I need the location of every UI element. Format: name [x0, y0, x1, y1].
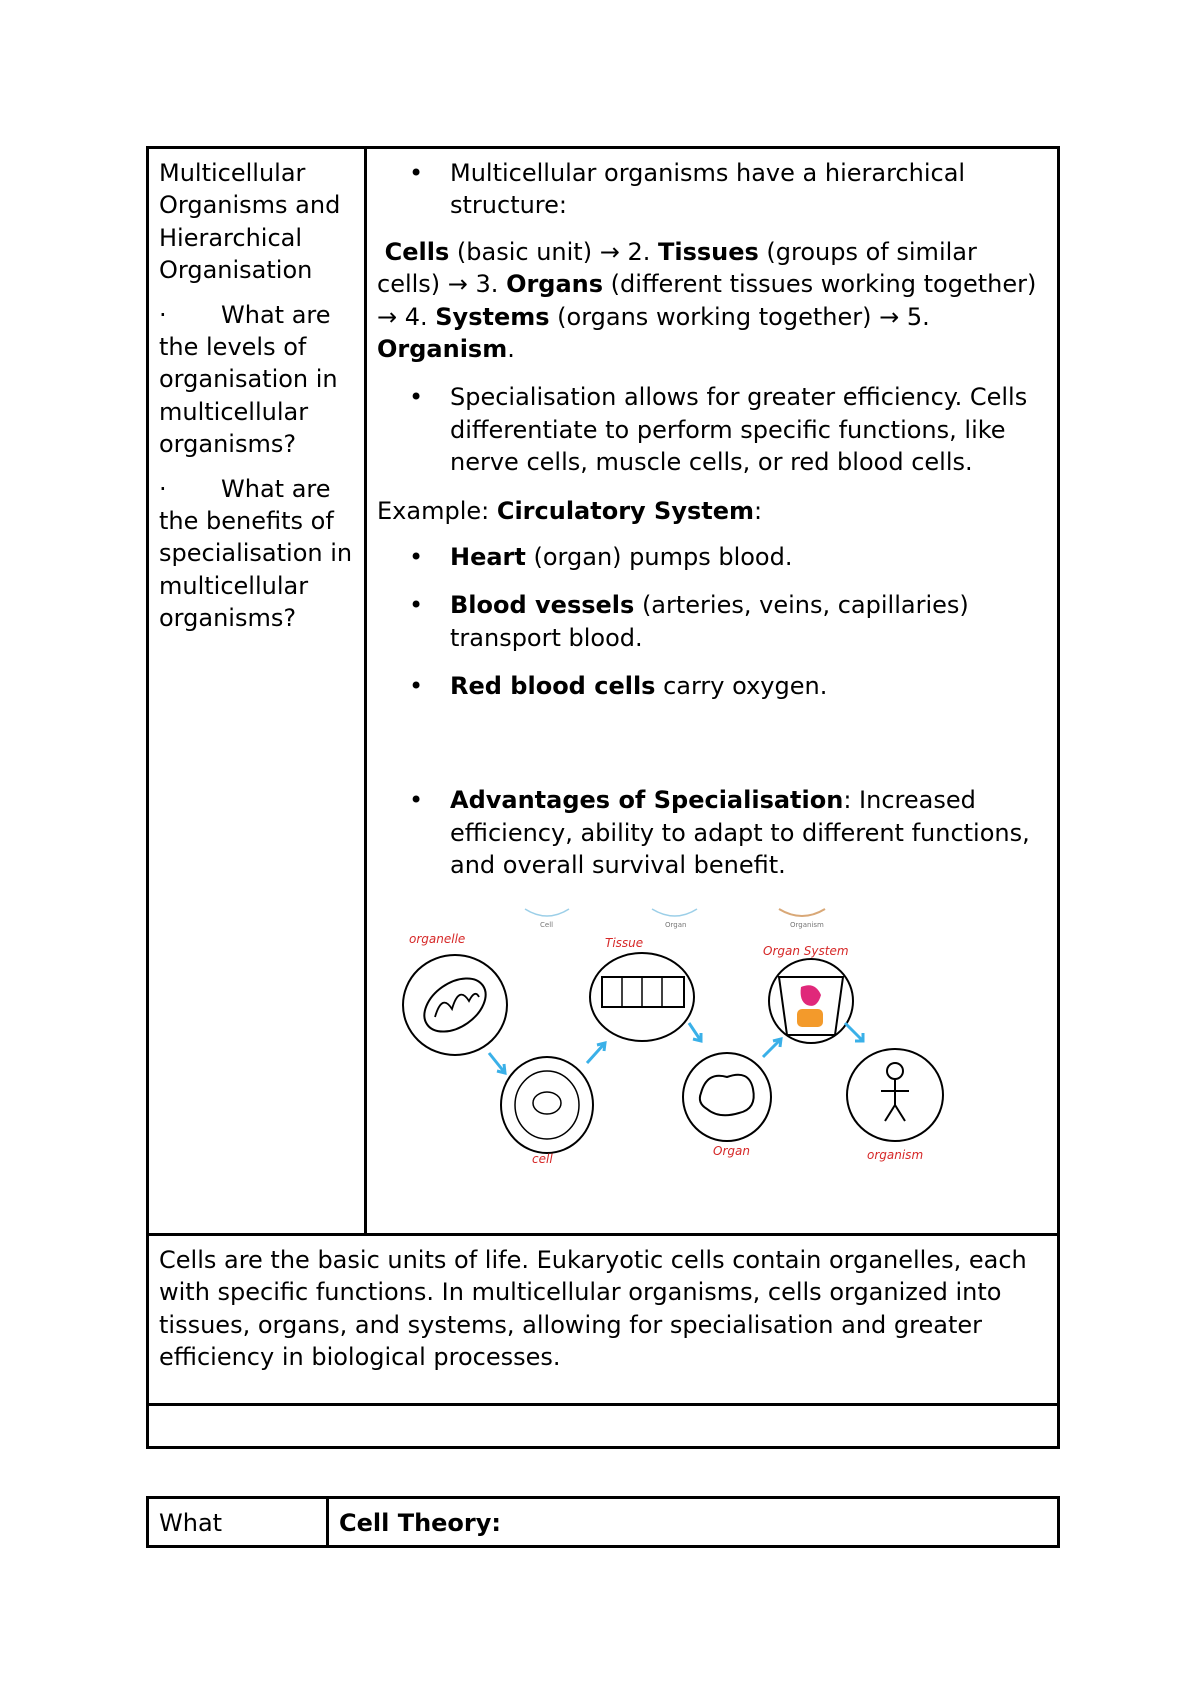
top-label-organ: Organ — [665, 921, 687, 929]
bullet-rbc — [377, 670, 1047, 702]
topic-heading: Multicellular Organisms and Hierarchical Organisation — [159, 159, 341, 285]
example-prefix: Example: — [377, 496, 497, 525]
summary-text: Cells are the basic units of life. Eukaryotic cells contain organelles, each with specific functions. In multicellular organisms, cells organized into tissues, organs, and systems, allowing for specialisation and greater efficiency in biological processes. — [159, 1246, 1027, 1372]
question-2 — [159, 473, 354, 635]
bullet-list-3 — [377, 541, 1047, 703]
levels-of-organisation — [377, 236, 1047, 366]
bullet-list-1 — [377, 157, 1047, 222]
stomach — [801, 985, 821, 1006]
label-cell: cell — [532, 1152, 553, 1165]
spacer — [377, 718, 1047, 784]
bullet-specialisation: • Specialisation allows for greater efficiency. Cells differentiate to perform specific functions, like nerve cells, muscle cells, or red blood cells. — [377, 381, 1047, 478]
next-table-col2: Cell Theory: — [339, 1509, 501, 1537]
question-marker: · — [159, 474, 167, 503]
level-systems: Systems — [435, 302, 550, 331]
advantages-term: Advantages of Specialisation — [450, 786, 844, 815]
heart-term: Heart — [450, 542, 526, 571]
level-cells: Cells — [384, 237, 450, 266]
next-table-col1: What — [149, 1499, 329, 1545]
top-arc-2 — [652, 909, 697, 916]
notes-table — [146, 146, 1060, 1449]
stickfigure-head — [887, 1063, 903, 1079]
level-organism: Organism — [377, 334, 508, 363]
top-arc-1 — [525, 909, 569, 916]
stickfigure-body — [881, 1079, 909, 1121]
example-suffix: : — [754, 496, 763, 525]
label-organism: organism — [867, 1148, 924, 1162]
advantages-desc: : Increased efficiency, ability to adapt to different functions, and overall survival benefit. — [450, 786, 1030, 880]
level-systems-desc: (organs working together) → 5. — [549, 302, 930, 331]
intestine — [797, 1009, 823, 1027]
arrow-5 — [845, 1023, 863, 1041]
level-organs-desc: (different tissues working together) → 4. — [377, 270, 1037, 331]
top-arc-3 — [779, 909, 825, 916]
arrow-4 — [763, 1039, 781, 1057]
label-organelle: organelle — [409, 932, 466, 946]
rbc-desc: carry oxygen. — [655, 672, 828, 701]
organisation-diagram — [397, 905, 987, 1165]
tissue-cells — [622, 977, 662, 1007]
rbc-term: Red blood cells — [450, 672, 656, 701]
level-organs: Organs — [506, 270, 604, 299]
cell-membrane — [515, 1071, 579, 1139]
next-table — [146, 1496, 1060, 1548]
organ-circle — [683, 1053, 771, 1141]
bullet-hierarchy: • Multicellular organisms have a hierarchical structure: — [377, 157, 1047, 222]
answer-cell — [367, 149, 1057, 1233]
heart-desc: (organ) pumps blood. — [525, 542, 793, 571]
top-label-organism: Organism — [790, 921, 824, 929]
summary-row — [149, 1236, 1057, 1406]
label-organ: Organ — [713, 1144, 750, 1158]
question-2-text: What are the benefits of specialisation in multicellular organisms? — [159, 474, 353, 633]
main-row — [149, 149, 1057, 1236]
question-marker: · — [159, 300, 167, 329]
top-label-cell: Cell — [540, 921, 554, 929]
example-system: Circulatory System — [496, 496, 755, 525]
bullet-list-2 — [377, 381, 1047, 478]
label-organ-system: Organ System — [763, 944, 849, 958]
vessels-desc: (arteries, veins, capillaries) transport blood. — [450, 591, 969, 652]
cell-nucleus — [533, 1092, 561, 1114]
example-line — [377, 495, 1047, 527]
arrow-2 — [587, 1043, 605, 1063]
bullet-vessels — [377, 589, 1047, 654]
level-tissues-desc: (groups of similar cells) → 3. — [377, 237, 977, 299]
empty-row — [149, 1406, 1057, 1446]
question-cell — [149, 149, 367, 1233]
bullet-heart — [377, 541, 1047, 573]
organelle-circle — [403, 955, 507, 1055]
label-tissue: Tissue — [605, 936, 644, 950]
mitochondrion-outer — [415, 967, 496, 1042]
arrow-1 — [489, 1053, 505, 1073]
level-organism-desc: . — [507, 334, 515, 363]
organ-shape — [700, 1075, 754, 1116]
question-1 — [159, 299, 354, 461]
tissue-block — [602, 977, 684, 1007]
level-tissues: Tissues — [657, 237, 759, 266]
question-1-text: What are the levels of organisation in multicellular organisms? — [159, 300, 338, 459]
bullet-list-4 — [377, 784, 1047, 881]
mitochondrion-cristae — [435, 994, 479, 1017]
bullet-advantages — [377, 784, 1047, 881]
vessels-term: Blood vessels — [450, 591, 635, 620]
level-cells-desc: (basic unit) → 2. — [449, 237, 658, 266]
